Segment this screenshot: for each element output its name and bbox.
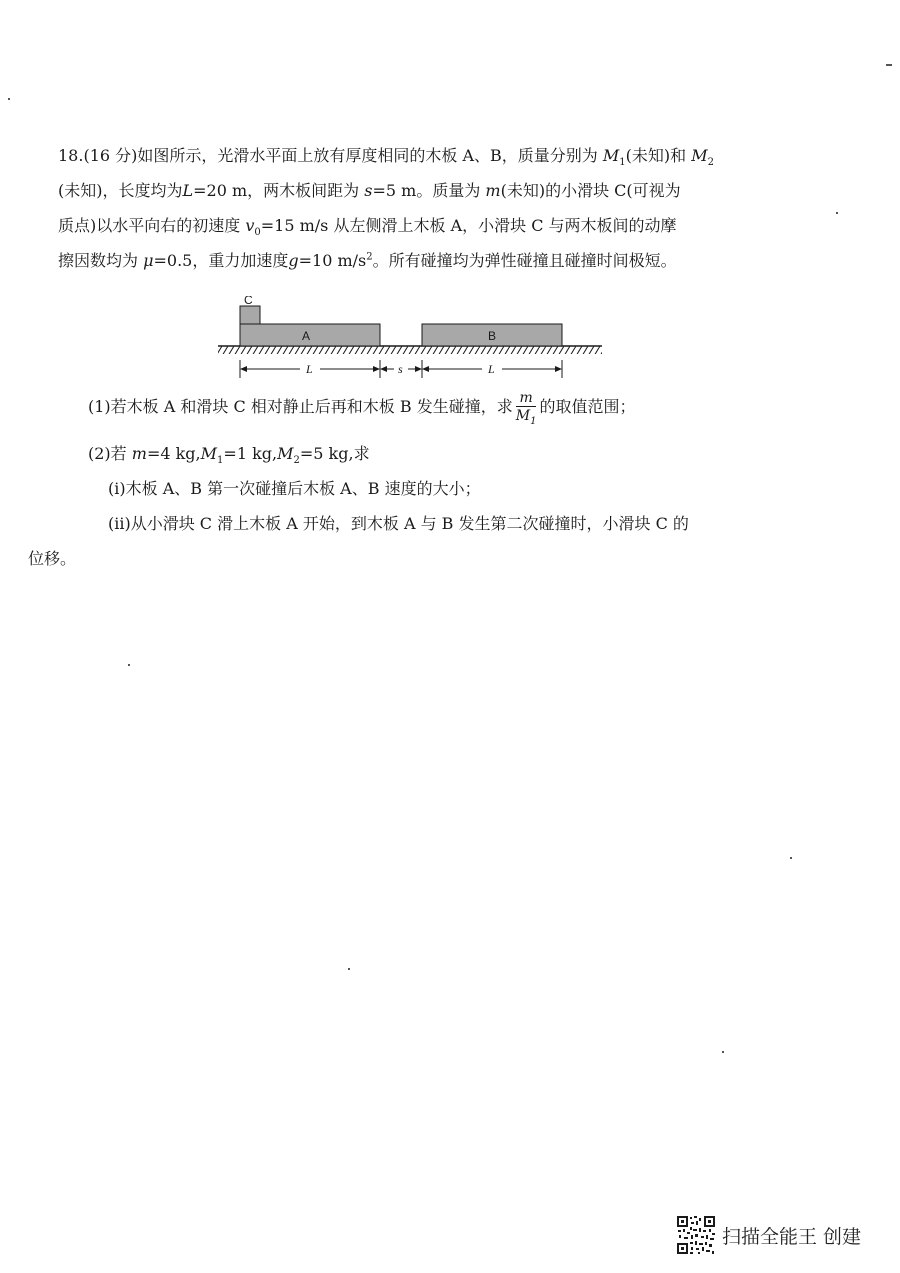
sub: 0 (254, 227, 261, 239)
sub: 1 (217, 455, 224, 467)
text: =20 m，两木板间距为 (193, 181, 365, 200)
problem-line-4 (58, 251, 677, 271)
speck (790, 857, 792, 859)
text: 。所有碰撞均为弹性碰撞且碰撞时间极短。 (372, 251, 677, 270)
question-2-ii-line-2 (28, 549, 76, 569)
block-c (240, 306, 260, 324)
text: 如图所示，光滑水平面上放有厚度相同的木板 A、B，质量分别为 (137, 146, 603, 165)
question-1 (88, 388, 635, 426)
label-c: C (244, 296, 253, 307)
speck (886, 64, 892, 66)
speck (836, 212, 838, 214)
text: (2)若 (88, 444, 132, 463)
footer-watermark (676, 1215, 861, 1255)
var-m1: M (602, 146, 620, 165)
text: =5 kg,求 (299, 444, 370, 463)
problem-number: 18. (58, 146, 84, 165)
text: =15 m/s 从左侧滑上木板 A，小滑块 C 与两木板间的动摩 (260, 216, 677, 235)
qr-code-icon (676, 1215, 716, 1255)
question-2 (88, 444, 370, 467)
dim-label-l1: L (306, 362, 313, 376)
question-2-i (108, 479, 481, 499)
frac-numerator: m (516, 390, 537, 407)
text: (ii)从小滑块 C 滑上木板 A 开始，到木板 A 与 B 发生第二次碰撞时，小滑块 C 的 (108, 514, 689, 533)
text: =0.5，重力加速度 (153, 251, 289, 270)
speck (722, 1051, 724, 1053)
sub: 2 (293, 455, 300, 467)
var-g: g (288, 251, 299, 270)
var-m: m (131, 444, 147, 463)
problem-line-1 (58, 146, 714, 169)
sub: 2 (707, 157, 714, 169)
footer-text: 扫描全能王 创建 (722, 1225, 862, 1248)
problem-line-2 (58, 181, 681, 201)
speck (8, 98, 10, 100)
dim-label-s: s (398, 362, 403, 376)
text: (未知)和 (625, 146, 692, 165)
problem-line-3 (58, 216, 677, 239)
text: (1)若木板 A 和滑块 C 相对静止后再和木板 B 发生碰撞，求 (88, 397, 513, 416)
text: =4 kg, (146, 444, 201, 463)
label-a: A (302, 329, 311, 343)
sub: 1 (530, 415, 537, 427)
var-s: s (364, 181, 373, 200)
speck (128, 664, 130, 666)
var-m2: M (277, 444, 294, 463)
label-b: B (488, 329, 497, 343)
text: M (515, 408, 531, 424)
text: 的取值范围； (539, 397, 636, 416)
text: (i)木板 A、B 第一次碰撞后木板 A、B 速度的大小； (108, 479, 481, 498)
problem-points: (16 分) (83, 146, 138, 165)
text: 质点)以水平向右的初速度 (58, 216, 246, 235)
text: (未知)，长度均为 (58, 181, 183, 200)
sup: 2 (366, 251, 373, 263)
text: 位移。 (28, 549, 77, 568)
diagram (210, 296, 610, 386)
sub: 1 (619, 157, 626, 169)
var-mu: μ (143, 251, 154, 270)
var-v: v (245, 216, 255, 235)
text: =10 m/s (298, 251, 367, 270)
var-m1: M (200, 444, 218, 463)
var-l: L (182, 181, 194, 200)
text: 擦因数均为 (58, 251, 144, 270)
text: (未知)的小滑块 C(可视为 (500, 181, 681, 200)
text: =1 kg, (223, 444, 278, 463)
text: =5 m。质量为 (372, 181, 486, 200)
ground-hatch (218, 346, 602, 354)
frac-denominator (516, 407, 537, 425)
question-2-ii-line-1 (108, 514, 689, 534)
var-m: m (485, 181, 501, 200)
var-m2: M (691, 146, 708, 165)
dim-label-l2: L (488, 362, 495, 376)
fraction-m-over-m1 (516, 390, 537, 425)
speck (348, 968, 350, 970)
